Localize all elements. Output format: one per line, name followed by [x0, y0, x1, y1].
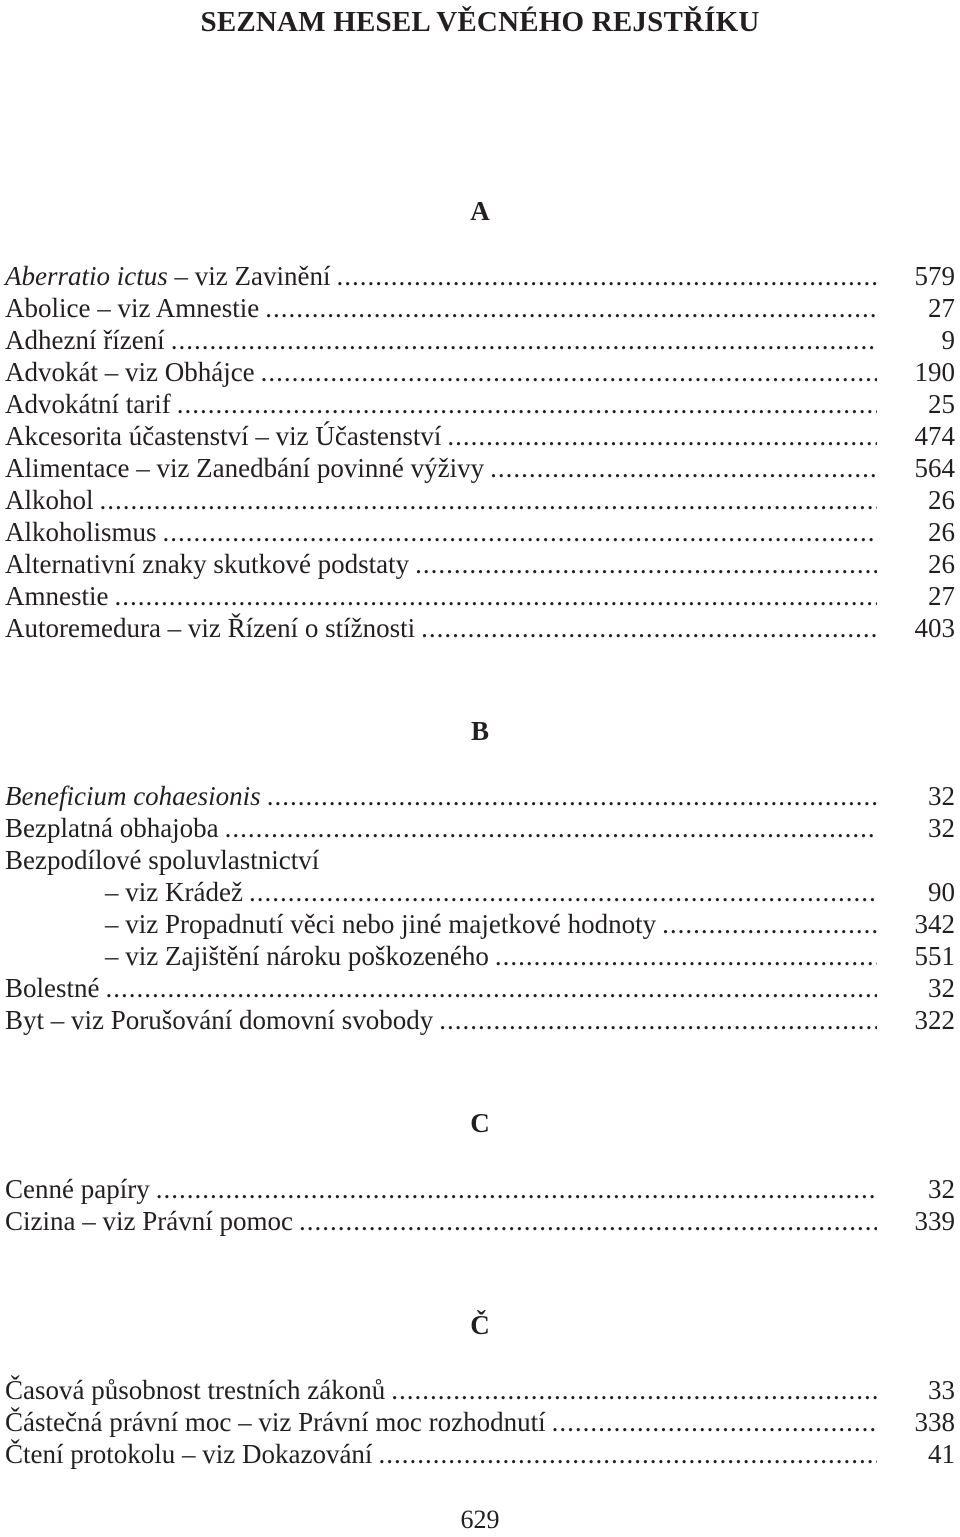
leader-dots — [378, 1438, 877, 1470]
entry-term: – viz Krádež — [105, 877, 243, 907]
section-letter-a: A — [470, 196, 490, 226]
index-entry — [5, 1173, 955, 1205]
entry-term — [5, 260, 330, 292]
entry-page: 27 — [928, 293, 955, 323]
leader-dots — [249, 876, 877, 908]
section-letter-c: C — [470, 1108, 490, 1138]
index-entry — [5, 356, 955, 388]
entry-page: 41 — [928, 1439, 955, 1469]
entry-page: 579 — [914, 261, 955, 291]
entry-page: 26 — [928, 517, 955, 547]
entry-term: – viz Propadnutí věci nebo jiné majetkové hodnoty — [105, 909, 657, 939]
entry-term: Čtení protokolu – viz Dokazování — [5, 1439, 373, 1469]
leader-dots — [490, 452, 877, 484]
entry-page: 32 — [928, 781, 955, 811]
index-entry — [5, 812, 955, 844]
leader-dots — [662, 908, 877, 940]
entry-page: 26 — [928, 549, 955, 579]
index-subentry — [5, 876, 955, 908]
leader-dots — [156, 1173, 877, 1205]
entry-term-italic: Aberratio ictus — [5, 261, 168, 291]
entry-page: 90 — [928, 877, 955, 907]
leader-dots — [267, 780, 877, 812]
leader-dots — [177, 388, 877, 420]
entry-page: 32 — [928, 1174, 955, 1204]
index-entry — [5, 972, 955, 1004]
leader-dots — [552, 1406, 877, 1438]
index-entry — [5, 580, 955, 612]
entry-term: Alternativní znaky skutkové podstaty — [5, 549, 410, 579]
entry-term: Advokátní tarif — [5, 389, 171, 419]
entry-page: 32 — [928, 973, 955, 1003]
entry-page: 190 — [914, 357, 955, 387]
leader-dots — [415, 548, 877, 580]
index-entry — [5, 260, 955, 292]
entry-page: 564 — [914, 453, 955, 483]
leader-dots — [336, 260, 877, 292]
entry-term: Cizina – viz Právní pomoc — [5, 1206, 293, 1236]
entry-term: Bezpodílové spoluvlastnictví — [5, 845, 320, 875]
index-entry — [5, 388, 955, 420]
leader-dots — [495, 940, 877, 972]
entry-term: Bolestné — [5, 973, 100, 1003]
leader-dots — [265, 292, 877, 324]
page-number: 629 — [460, 1505, 500, 1534]
leader-dots — [421, 612, 877, 644]
entry-page: 403 — [914, 613, 955, 643]
entry-term-italic: Beneficium cohaesionis — [5, 781, 261, 811]
entry-term-rest: – viz Zavinění — [167, 261, 331, 291]
entry-term: Autoremedura – viz Řízení o stížnosti — [5, 613, 416, 643]
entry-term: Cenné papíry — [5, 1174, 150, 1204]
entry-page: 342 — [914, 909, 955, 939]
leader-dots — [225, 812, 877, 844]
entry-page: 551 — [914, 941, 955, 971]
entry-term: – viz Zajištění nároku poškozeného — [105, 941, 489, 971]
index-entry — [5, 324, 955, 356]
entry-term: Alkoholismus — [5, 517, 157, 547]
entry-page: 33 — [928, 1375, 955, 1405]
index-entry — [5, 420, 955, 452]
leader-dots — [299, 1205, 877, 1237]
index-entry — [5, 1004, 955, 1036]
entry-term: Abolice – viz Amnestie — [5, 293, 260, 323]
entry-page: 32 — [928, 813, 955, 843]
index-entry-heading — [5, 844, 955, 876]
entry-term: Advokát – viz Obhájce — [5, 357, 255, 387]
entry-page: 9 — [941, 325, 955, 355]
leader-dots — [261, 356, 877, 388]
entry-term: Akcesorita účastenství – viz Účastenství — [5, 421, 442, 451]
section-letter-b: B — [470, 716, 489, 746]
leader-dots — [106, 972, 878, 1004]
entry-term: Alimentace – viz Zanedbání povinné výživy — [5, 453, 485, 483]
index-entry — [5, 452, 955, 484]
entry-page: 338 — [914, 1407, 955, 1437]
entry-term: Bezplatná obhajoba — [5, 813, 219, 843]
index-entry — [5, 612, 955, 644]
index-entry — [5, 780, 955, 812]
leader-dots — [100, 484, 877, 516]
index-entry — [5, 484, 955, 516]
leader-dots — [114, 580, 877, 612]
entry-page: 339 — [914, 1206, 955, 1236]
index-entry — [5, 1406, 955, 1438]
page-title: SEZNAM HESEL VĚCNÉHO REJSTŘÍKU — [200, 6, 760, 38]
leader-dots — [163, 516, 877, 548]
entry-term: Alkohol — [5, 485, 94, 515]
entry-term: Částečná právní moc – viz Právní moc rozhodnutí — [5, 1407, 546, 1437]
index-entry — [5, 292, 955, 324]
index-entry — [5, 516, 955, 548]
entry-term: Byt – viz Porušování domovní svobody — [5, 1005, 434, 1035]
entry-term: Adhezní řízení — [5, 325, 165, 355]
entry-page: 322 — [914, 1005, 955, 1035]
index-entry — [5, 1374, 955, 1406]
entry-page: 26 — [928, 485, 955, 515]
leader-dots — [391, 1374, 877, 1406]
index-subentry — [5, 908, 955, 940]
section-letter-c-caron: Č — [470, 1310, 490, 1340]
entry-page: 25 — [928, 389, 955, 419]
leader-dots — [171, 324, 877, 356]
leader-dots — [439, 1004, 877, 1036]
index-subentry — [5, 940, 955, 972]
entry-term: Časová působnost trestních zákonů — [5, 1375, 386, 1405]
entry-page: 474 — [914, 421, 955, 451]
entry-term: Amnestie — [5, 581, 109, 611]
index-entry — [5, 1205, 955, 1237]
index-entry — [5, 548, 955, 580]
entry-page: 27 — [928, 581, 955, 611]
entry-term — [5, 780, 261, 812]
leader-dots — [447, 420, 877, 452]
index-entry — [5, 1438, 955, 1470]
